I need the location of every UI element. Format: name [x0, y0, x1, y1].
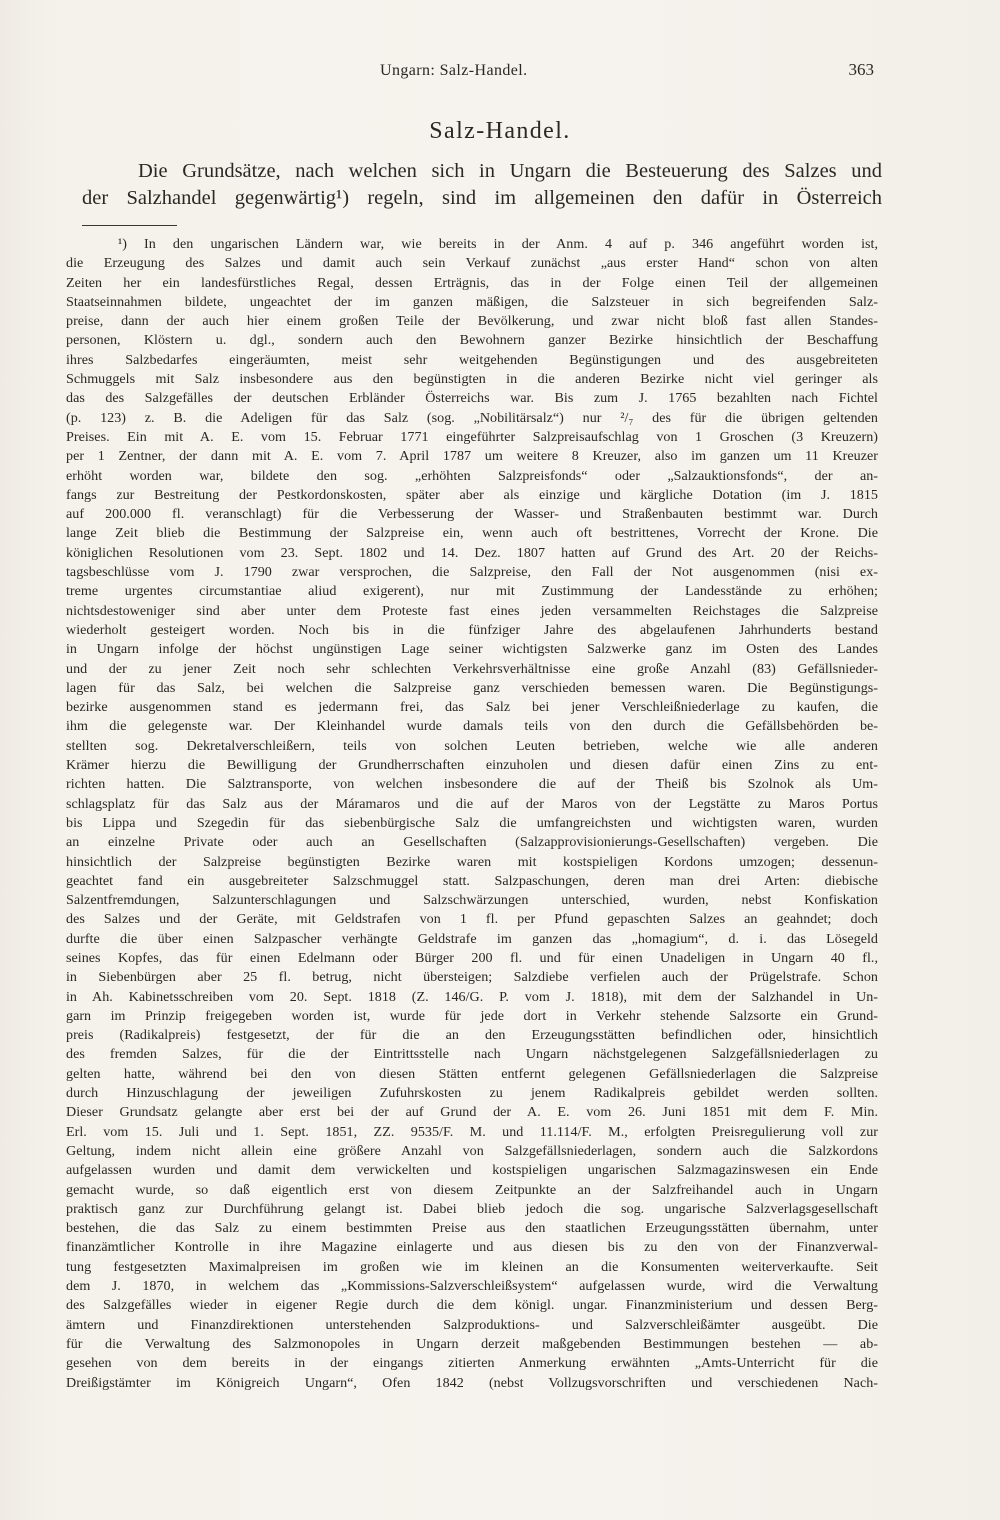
footnote-line: Schmuggels mit Salz insbesondere aus den begünstigten in die anderen Bezirke nicht viel geringer als	[66, 371, 878, 388]
section-title: Salz-Handel.	[429, 118, 571, 144]
footnote-line: Dieser Grundsatz gelangte aber erst bei der auf Grund der A. E. vom 26. Juni 1851 mit dem F. Min.	[66, 1104, 878, 1121]
footnote-line: ämtern und Finanzdirektionen unterstehenden Salzproduktions- und Salzverschleißämter ausgeübt. Die	[66, 1316, 878, 1333]
footnote-line: finanzämtlicher Kontrolle in ihre Magazine einlagerte und aus diesen bis zu den von der Finanzverwal-	[66, 1239, 878, 1256]
footnote-line: (p. 123) z. B. die Adeligen für das Salz (sog. „Nobilitärsalz“) nur ²/₇ des für die übrigen geltenden	[66, 409, 878, 426]
footnote-line: hinsichtlich der Salzpreise begünstigten Bezirke waren mit kostspieligen Kordons umzogen; dessenun-	[66, 853, 878, 870]
footnote-line: und der zu jener Zeit noch sehr schlechten Verkehrsverhältnisse eine große Anzahl (83) Gefällsnieder-	[66, 660, 878, 677]
footnote-line: Krämer hierzu die Bewilligung der Grundherrschaften einzuholen und diesen dafür einen Zins zu ent-	[66, 757, 878, 774]
footnote-divider	[82, 225, 177, 226]
footnote-line: des Salzgefälles wieder in eigener Regie durch die dem königl. ungar. Finanzministerium und dessen Berg-	[66, 1297, 878, 1314]
footnote-line: personen, Klöstern u. dgl., sondern auch den Bewohnern ganzer Bezirke hinsichtlich der Beschaffung	[66, 332, 878, 349]
footnote-line: ¹) In den ungarischen Ländern war, wie bereits in der Anm. 4 auf p. 346 angeführt worden ist,	[118, 236, 878, 252]
footnote-line: fangs zur Bestreitung der Pestkordonskosten, später aber als einzige und kärgliche Dotation (im J. 1815	[66, 486, 878, 503]
footnote-line: königlichen Resolutionen vom 23. Sept. 1802 und 14. Dez. 1807 hatten auf Grund des Art. 20 der Reichs-	[66, 544, 878, 561]
running-title: Ungarn: Salz-Handel.	[380, 62, 528, 79]
footnote-line: gesehen von dem bereits in der eingangs zitierten Anmerkung erwähnten „Amts-Unterricht für die	[66, 1355, 878, 1372]
footnote-line: Zeiten her ein landesfürstliches Regal, dessen Erträgnis, das in der Folge einen Teil der allgemeinen	[66, 274, 878, 291]
footnote-line: gelten hatte, während bei den von diesen Stätten entfernt gelegenen Gefällsniederlagen die Salzpreise	[66, 1065, 878, 1082]
footnote-line: das des Salzgefälles der deutschen Erbländer Österreichs war. Bis zum J. 1765 bezahlten nach Fichtel	[66, 390, 878, 407]
footnote-line: Salzentfremdungen, Salzunterschlagungen und Salzschwärzungen unterschied, wurden, nebst Konfiskation	[66, 892, 878, 909]
footnote-line: preise, dann der auch hier einem großen Teile der Bevölkerung, und zwar nicht bloß fast allen Standes-	[66, 313, 878, 330]
footnote-line: praktisch ganz zur Durchführung gelangt ist. Dabei blieb jedoch die sog. ungarische Salzverlagsgesellschaft	[66, 1200, 878, 1217]
footnote-line: die Erzeugung des Salzes und damit auch sein Verkauf zunächst „aus erster Hand“ schon von alten	[66, 255, 878, 272]
running-head	[0, 62, 1000, 86]
footnote-line: Staatseinnahmen bildete, ungeachtet der im ganzen mäßigen, die Salzsteuer in sich begreifenden Salz-	[66, 293, 878, 310]
footnote-line: ihm die gelegenste war. Der Kleinhandel wurde damals teils von den durch die Gefällsbehörden be-	[66, 718, 878, 735]
footnote	[66, 235, 878, 1393]
footnote-line: Preises. Ein mit A. E. vom 15. Februar 1771 eingeführter Salzpreisaufschlag von 1 Groschen (3 Kreuzern)	[66, 428, 878, 445]
footnote-line: richten hatten. Die Salztransporte, von welchen insbesondere die auf der Theiß bis Szolnok als Um-	[66, 776, 878, 793]
footnote-line: Erl. vom 15. Juli und 1. Sept. 1851, ZZ. 9535/F. M. und 11.114/F. M., erfolgten Preisregulierung voll zur	[66, 1123, 878, 1140]
footnote-line: wiederholt gesteigert worden. Noch bis in die fünfziger Jahre des abgelaufenen Jahrhunderts bestand	[66, 621, 878, 638]
footnote-line: des Salzes und der Geräte, mit Geldstrafen von 1 fl. per Pfund gepaschten Salzes an geahndet; doch	[66, 911, 878, 928]
footnote-line: seines Kopfes, das für einen Edelmann oder Bürger 200 fl. und für einen Unadeligen in Ungarn 40 fl.,	[66, 949, 878, 966]
footnote-line: in Ungarn infolge der höchst ungünstigen Lage seiner wichtigsten Salzwerke ganz im Osten des Landes	[66, 641, 878, 658]
footnote-line: dem J. 1870, in welchem das „Kommissions-Salzverschleißsystem“ aufgelassen wurde, wird die Verwaltung	[66, 1278, 878, 1295]
body-line: der Salzhandel gegenwärtig¹) regeln, sind im allgemeinen den dafür in Österreich	[82, 187, 882, 209]
footnote-line: gemacht wurde, so daß eigentlich erst von diesem Zeitpunkte an der Salzfreihandel auch in Ungarn	[66, 1181, 878, 1198]
footnote-line: stellten sog. Dekretalverschleißern, teils von solchen Leuten betrieben, welche wie alle anderen	[66, 737, 878, 754]
footnote-line: treme urgentes circumstantiae aliud exigerent), nur mit Zustimmung der Landesstände zu erhöhen;	[66, 583, 878, 600]
footnote-line: tung festgesetzten Maximalpreisen im großen wie im kleinen an die Konsumenten weiterverkaufte. Seit	[66, 1258, 878, 1275]
footnote-line: bestehen, die das Salz zu einem bestimmten Preise aus den staatlichen Erzeugungsstätten übernahm, unter	[66, 1220, 878, 1237]
footnote-line: in Ah. Kabinetsschreiben vom 20. Sept. 1818 (Z. 146/G. P. vom J. 1818), mit dem der Salzhandel in Un-	[66, 988, 878, 1005]
body-paragraph	[82, 158, 882, 212]
footnote-line: Geltung, indem nicht allein eine größere Anzahl von Salzgefällsniederlagen, sondern auch die Salzkordons	[66, 1142, 878, 1159]
footnote-line: auf 200.000 fl. veranschlagt) für die Verbesserung der Wasser- und Straßenbauten bestimmt war. Durch	[66, 506, 878, 523]
footnote-line: preis (Radikalpreis) festgesetzt, der für die an den Erzeugungsstätten befindlichen oder, hinsichtlich	[66, 1027, 878, 1044]
footnote-line: nichtsdestoweniger sind aber unter dem Proteste fast eines jeden versammelten Reichstages die Salzpreise	[66, 602, 878, 619]
footnote-line: schlagsplatz für das Salz aus der Máramaros und die auf der Maros von der Legstätte zu Maros Portus	[66, 795, 878, 812]
footnote-line: garn im Prinzip freigegeben worden ist, wurde für jede dort in Verkehr stehende Salzsorte ein Grund-	[66, 1007, 878, 1024]
footnote-line: geachtet fand ein ausgebreiteter Salzschmuggel statt. Salzpaschungen, deren man drei Arten: diebische	[66, 872, 878, 889]
page-number: 363	[848, 60, 874, 79]
footnote-line: für die Verwaltung des Salzmonopoles in Ungarn derzeit maßgebenden Bestimmungen bestehen — ab-	[66, 1335, 878, 1352]
footnote-line: tagsbeschlüsse vom J. 1790 zwar versprochen, die Salzpreise, den Fall der Not ausgenommen (nisi ex-	[66, 564, 878, 581]
footnote-line: Dreißigstämter im Königreich Ungarn“, Ofen 1842 (nebst Vollzugsvorschriften und verschiedenen Nach-	[66, 1374, 878, 1391]
footnote-line: durfte die über einen Salzpascher verhängte Geldstrafe im ganzen das „homagium“, d. i. das Lösegeld	[66, 930, 878, 947]
footnote-line: lange Zeit blieb die Bestimmung der Salzpreise ein, wenn auch oft bestrittenes, Vorrecht der Krone. Die	[66, 525, 878, 542]
footnote-line: bezirke ausgenommen stand es jedermann frei, das Salz bei jener Verschleißniederlage zu kaufen, die	[66, 699, 878, 716]
footnote-line: durch Hinzuschlagung der jeweiligen Zufuhrskosten zu jenem Radikalpreis gebildet werden sollten.	[66, 1085, 878, 1102]
footnote-line: per 1 Zentner, der dann mit A. E. vom 7. April 1787 um weitere 8 Kreuzer, also im ganzen um 11 Kreuzer	[66, 448, 878, 465]
footnote-line: ihres Salzbedarfes eingeräumten, meist sehr weitgehenden Begünstigungen und des ausgebreiteten	[66, 351, 878, 368]
body-line: Die Grundsätze, nach welchen sich in Ungarn die Besteuerung des Salzes und	[138, 160, 882, 182]
footnote-line: lagen für das Salz, bei welchen die Salzpreise ganz verschieden bemessen waren. Die Begünstigungs-	[66, 679, 878, 696]
footnote-line: erhöht worden war, bildete den sog. „erhöhten Salzpreisfonds“ oder „Salzauktionsfonds“, der an-	[66, 467, 878, 484]
footnote-line: an einzelne Private oder auch an Gesellschaften (Salzapprovisionierungs-Gesellschaften) vergeben. Die	[66, 834, 878, 851]
footnote-line: in Siebenbürgen aber 25 fl. betrug, nicht übersteigen; Salzdiebe verfielen auch der Prügelstrafe. Schon	[66, 969, 878, 986]
footnote-line: bis Lippa und Szegedin für das siebenbürgische Salz die umfangreichsten und wichtigsten waren, wurden	[66, 814, 878, 831]
footnote-line: aufgelassen wurden und damit dem verwickelten und kostspieligen ungarischen Salzmagazinswesen ein Ende	[66, 1162, 878, 1179]
footnote-line: des fremden Salzes, für die der Eintrittsstelle nach Ungarn nächstgelegenen Salzgefällsniederlagen zu	[66, 1046, 878, 1063]
